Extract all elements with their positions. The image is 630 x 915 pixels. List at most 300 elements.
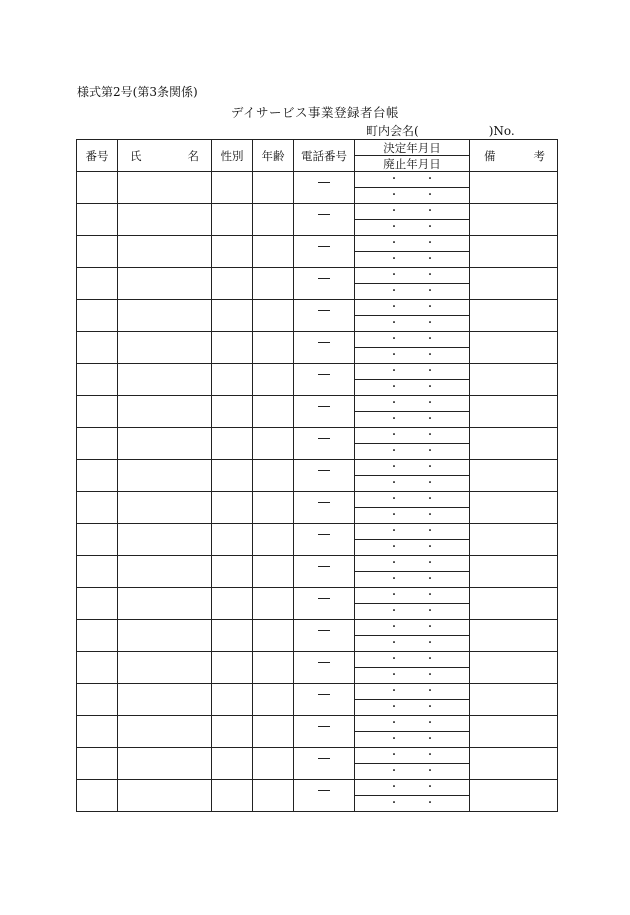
cell-decision-date[interactable] (355, 524, 470, 540)
date-dot: ・ (389, 381, 399, 393)
cell-abolition-date[interactable] (355, 252, 470, 268)
cell-number[interactable] (77, 620, 118, 652)
date-dot: ・ (425, 621, 435, 633)
cell-name[interactable] (118, 652, 212, 684)
cell-decision-date[interactable] (355, 460, 470, 476)
cell-remarks[interactable] (470, 684, 558, 716)
cell-name[interactable] (118, 172, 212, 204)
cell-decision-date[interactable] (355, 172, 470, 188)
date-dot: ・ (425, 525, 435, 537)
cell-remarks[interactable] (470, 556, 558, 588)
cell-name[interactable] (118, 364, 212, 396)
phone-dash (318, 566, 330, 567)
header-gender: 性別 (212, 140, 253, 172)
cell-number[interactable] (77, 428, 118, 460)
date-dot: ・ (389, 205, 399, 217)
cell-name[interactable] (118, 524, 212, 556)
cell-number[interactable] (77, 652, 118, 684)
cell-decision-date[interactable] (355, 684, 470, 700)
cell-abolition-date[interactable] (355, 284, 470, 300)
date-dot: ・ (389, 653, 399, 665)
date-dot: ・ (389, 525, 399, 537)
cell-name[interactable] (118, 748, 212, 780)
ward-no-suffix: )No. (488, 124, 515, 138)
cell-remarks[interactable] (470, 620, 558, 652)
cell-phone[interactable] (294, 524, 355, 556)
date-dot: ・ (425, 365, 435, 377)
cell-remarks[interactable] (470, 460, 558, 492)
cell-remarks[interactable] (470, 748, 558, 780)
table-row (77, 524, 558, 540)
date-dot: ・ (389, 285, 399, 297)
header-row (77, 140, 558, 156)
document-title: デイサービス事業登録者台帳 (230, 105, 400, 120)
cell-abolition-date[interactable] (355, 668, 470, 684)
cell-gender[interactable] (212, 748, 253, 780)
cell-age[interactable] (253, 716, 294, 748)
cell-phone[interactable] (294, 652, 355, 684)
table-row (77, 620, 558, 636)
cell-remarks[interactable] (470, 396, 558, 428)
table-row (77, 460, 558, 476)
date-dot: ・ (425, 205, 435, 217)
date-dot: ・ (389, 445, 399, 457)
date-dot: ・ (389, 637, 399, 649)
cell-gender[interactable] (212, 684, 253, 716)
header-name (118, 140, 212, 172)
cell-gender[interactable] (212, 428, 253, 460)
cell-gender[interactable] (212, 204, 253, 236)
cell-phone[interactable] (294, 716, 355, 748)
cell-gender[interactable] (212, 268, 253, 300)
cell-phone[interactable] (294, 620, 355, 652)
cell-name[interactable] (118, 332, 212, 364)
cell-gender[interactable] (212, 300, 253, 332)
date-dot: ・ (389, 477, 399, 489)
date-dot: ・ (425, 701, 435, 713)
phone-dash (318, 406, 330, 407)
registry-body (77, 172, 558, 812)
cell-decision-date[interactable] (355, 236, 470, 252)
cell-number[interactable] (77, 684, 118, 716)
table-row (77, 748, 558, 764)
date-dot: ・ (425, 781, 435, 793)
header-number: 番号 (77, 140, 118, 172)
cell-abolition-date[interactable] (355, 540, 470, 556)
date-dot: ・ (425, 557, 435, 569)
cell-abolition-date[interactable] (355, 796, 470, 812)
date-dot: ・ (389, 589, 399, 601)
cell-number[interactable] (77, 396, 118, 428)
cell-gender[interactable] (212, 620, 253, 652)
date-dot: ・ (425, 397, 435, 409)
date-dot: ・ (425, 669, 435, 681)
phone-dash (318, 214, 330, 215)
cell-phone[interactable] (294, 268, 355, 300)
cell-name[interactable] (118, 492, 212, 524)
cell-number[interactable] (77, 780, 118, 812)
date-dot: ・ (389, 701, 399, 713)
table-row (77, 268, 558, 284)
cell-decision-date[interactable] (355, 492, 470, 508)
date-dot: ・ (425, 493, 435, 505)
cell-remarks[interactable] (470, 428, 558, 460)
phone-dash (318, 630, 330, 631)
date-dot: ・ (425, 301, 435, 313)
date-dot: ・ (425, 333, 435, 345)
date-dot: ・ (389, 317, 399, 329)
table-row (77, 364, 558, 380)
cell-age[interactable] (253, 428, 294, 460)
cell-age[interactable] (253, 492, 294, 524)
phone-dash (318, 662, 330, 663)
phone-dash (318, 470, 330, 471)
cell-phone[interactable] (294, 364, 355, 396)
date-dot: ・ (389, 733, 399, 745)
date-dot: ・ (389, 669, 399, 681)
date-dot: ・ (425, 173, 435, 185)
header-remarks-b: 考 (533, 148, 545, 163)
date-dot: ・ (389, 221, 399, 233)
date-dot: ・ (425, 733, 435, 745)
cell-phone[interactable] (294, 460, 355, 492)
cell-phone[interactable] (294, 332, 355, 364)
cell-decision-date[interactable] (355, 364, 470, 380)
cell-age[interactable] (253, 620, 294, 652)
cell-remarks[interactable] (470, 300, 558, 332)
cell-phone[interactable] (294, 300, 355, 332)
table-row (77, 204, 558, 220)
cell-phone[interactable] (294, 748, 355, 780)
cell-decision-date[interactable] (355, 748, 470, 764)
cell-age[interactable] (253, 748, 294, 780)
cell-abolition-date[interactable] (355, 476, 470, 492)
cell-decision-date[interactable] (355, 780, 470, 796)
cell-name[interactable] (118, 556, 212, 588)
table-row (77, 716, 558, 732)
phone-dash (318, 502, 330, 503)
date-dot: ・ (389, 509, 399, 521)
date-dot: ・ (425, 445, 435, 457)
header-decision-date: 決定年月日 (355, 140, 470, 156)
table-row (77, 556, 558, 572)
date-dot: ・ (389, 685, 399, 697)
cell-remarks[interactable] (470, 172, 558, 204)
date-dot: ・ (389, 493, 399, 505)
cell-age[interactable] (253, 396, 294, 428)
cell-remarks[interactable] (470, 652, 558, 684)
date-dot: ・ (425, 765, 435, 777)
cell-gender[interactable] (212, 556, 253, 588)
date-dot: ・ (425, 589, 435, 601)
cell-name[interactable] (118, 716, 212, 748)
date-dot: ・ (425, 749, 435, 761)
cell-phone[interactable] (294, 684, 355, 716)
date-dot: ・ (425, 429, 435, 441)
cell-age[interactable] (253, 204, 294, 236)
cell-age[interactable] (253, 268, 294, 300)
header-age: 年齢 (253, 140, 294, 172)
cell-decision-date[interactable] (355, 556, 470, 572)
phone-dash (318, 182, 330, 183)
cell-phone[interactable] (294, 172, 355, 204)
cell-remarks[interactable] (470, 268, 558, 300)
date-dot: ・ (389, 189, 399, 201)
cell-age[interactable] (253, 684, 294, 716)
cell-name[interactable] (118, 460, 212, 492)
table-row (77, 332, 558, 348)
table-row (77, 492, 558, 508)
cell-age[interactable] (253, 588, 294, 620)
cell-abolition-date[interactable] (355, 380, 470, 396)
date-dot: ・ (425, 605, 435, 617)
date-dot: ・ (425, 349, 435, 361)
phone-dash (318, 278, 330, 279)
date-dot: ・ (389, 541, 399, 553)
cell-gender[interactable] (212, 460, 253, 492)
cell-remarks[interactable] (470, 524, 558, 556)
cell-remarks[interactable] (470, 364, 558, 396)
date-dot: ・ (389, 301, 399, 313)
date-dot: ・ (389, 429, 399, 441)
cell-name[interactable] (118, 236, 212, 268)
cell-remarks[interactable] (470, 716, 558, 748)
phone-dash (318, 726, 330, 727)
cell-abolition-date[interactable] (355, 764, 470, 780)
cell-remarks[interactable] (470, 588, 558, 620)
cell-age[interactable] (253, 524, 294, 556)
phone-dash (318, 342, 330, 343)
cell-age[interactable] (253, 236, 294, 268)
registry-table (76, 139, 558, 812)
cell-number[interactable] (77, 524, 118, 556)
cell-gender[interactable] (212, 364, 253, 396)
date-dot: ・ (389, 781, 399, 793)
cell-phone[interactable] (294, 588, 355, 620)
date-dot: ・ (425, 685, 435, 697)
cell-number[interactable] (77, 204, 118, 236)
cell-decision-date[interactable] (355, 332, 470, 348)
date-dot: ・ (425, 381, 435, 393)
cell-decision-date[interactable] (355, 300, 470, 316)
phone-dash (318, 758, 330, 759)
cell-number[interactable] (77, 172, 118, 204)
date-dot: ・ (389, 333, 399, 345)
cell-name[interactable] (118, 428, 212, 460)
header-name-surname: 氏 (130, 148, 142, 163)
cell-gender[interactable] (212, 652, 253, 684)
date-dot: ・ (389, 797, 399, 809)
phone-dash (318, 310, 330, 311)
table-row (77, 684, 558, 700)
cell-number[interactable] (77, 556, 118, 588)
cell-abolition-date[interactable] (355, 220, 470, 236)
phone-dash (318, 598, 330, 599)
table-row (77, 652, 558, 668)
cell-phone[interactable] (294, 204, 355, 236)
date-dot: ・ (425, 509, 435, 521)
cell-age[interactable] (253, 556, 294, 588)
cell-phone[interactable] (294, 396, 355, 428)
cell-decision-date[interactable] (355, 204, 470, 220)
table-row (77, 780, 558, 796)
phone-dash (318, 374, 330, 375)
cell-gender[interactable] (212, 492, 253, 524)
cell-age[interactable] (253, 652, 294, 684)
cell-abolition-date[interactable] (355, 572, 470, 588)
cell-gender[interactable] (212, 716, 253, 748)
cell-number[interactable] (77, 300, 118, 332)
date-dot: ・ (389, 573, 399, 585)
date-dot: ・ (425, 221, 435, 233)
ward-name-prefix: 町内会名( (366, 124, 419, 138)
cell-name[interactable] (118, 684, 212, 716)
date-dot: ・ (389, 461, 399, 473)
cell-number[interactable] (77, 268, 118, 300)
cell-name[interactable] (118, 780, 212, 812)
phone-dash (318, 534, 330, 535)
cell-remarks[interactable] (470, 492, 558, 524)
cell-age[interactable] (253, 332, 294, 364)
cell-abolition-date[interactable] (355, 412, 470, 428)
cell-phone[interactable] (294, 556, 355, 588)
cell-remarks[interactable] (470, 236, 558, 268)
cell-phone[interactable] (294, 428, 355, 460)
date-dot: ・ (425, 413, 435, 425)
date-dot: ・ (425, 573, 435, 585)
table-row (77, 236, 558, 252)
date-dot: ・ (425, 253, 435, 265)
table-row (77, 428, 558, 444)
date-dot: ・ (425, 189, 435, 201)
cell-abolition-date[interactable] (355, 444, 470, 460)
table-row (77, 172, 558, 188)
date-dot: ・ (425, 237, 435, 249)
cell-number[interactable] (77, 748, 118, 780)
date-dot: ・ (389, 365, 399, 377)
date-dot: ・ (389, 397, 399, 409)
cell-name[interactable] (118, 396, 212, 428)
date-dot: ・ (425, 797, 435, 809)
cell-gender[interactable] (212, 588, 253, 620)
cell-number[interactable] (77, 492, 118, 524)
table-row (77, 300, 558, 316)
cell-gender[interactable] (212, 236, 253, 268)
header-remarks (470, 140, 558, 172)
cell-number[interactable] (77, 460, 118, 492)
cell-age[interactable] (253, 172, 294, 204)
cell-name[interactable] (118, 268, 212, 300)
cell-age[interactable] (253, 300, 294, 332)
cell-abolition-date[interactable] (355, 508, 470, 524)
cell-number[interactable] (77, 332, 118, 364)
cell-remarks[interactable] (470, 780, 558, 812)
header-name-given: 名 (187, 148, 199, 163)
cell-decision-date[interactable] (355, 652, 470, 668)
phone-dash (318, 790, 330, 791)
cell-remarks[interactable] (470, 332, 558, 364)
cell-name[interactable] (118, 300, 212, 332)
cell-abolition-date[interactable] (355, 732, 470, 748)
header-abolition-date: 廃止年月日 (355, 156, 470, 172)
cell-abolition-date[interactable] (355, 604, 470, 620)
date-dot: ・ (425, 637, 435, 649)
date-dot: ・ (389, 237, 399, 249)
phone-dash (318, 246, 330, 247)
date-dot: ・ (389, 413, 399, 425)
cell-age[interactable] (253, 780, 294, 812)
date-dot: ・ (389, 621, 399, 633)
table-row (77, 396, 558, 412)
date-dot: ・ (389, 253, 399, 265)
date-dot: ・ (425, 653, 435, 665)
cell-name[interactable] (118, 620, 212, 652)
cell-name[interactable] (118, 204, 212, 236)
cell-remarks[interactable] (470, 204, 558, 236)
cell-phone[interactable] (294, 236, 355, 268)
form-number-label: 様式第2号(第3条関係) (77, 85, 198, 99)
cell-gender[interactable] (212, 172, 253, 204)
cell-decision-date[interactable] (355, 588, 470, 604)
cell-gender[interactable] (212, 780, 253, 812)
cell-gender[interactable] (212, 332, 253, 364)
ward-name-field (366, 122, 515, 139)
cell-decision-date[interactable] (355, 620, 470, 636)
date-dot: ・ (389, 765, 399, 777)
cell-number[interactable] (77, 236, 118, 268)
date-dot: ・ (425, 285, 435, 297)
cell-number[interactable] (77, 588, 118, 620)
header-phone: 電話番号 (294, 140, 355, 172)
cell-abolition-date[interactable] (355, 316, 470, 332)
date-dot: ・ (425, 541, 435, 553)
date-dot: ・ (425, 317, 435, 329)
phone-dash (318, 438, 330, 439)
date-dot: ・ (425, 269, 435, 281)
date-dot: ・ (389, 557, 399, 569)
date-dot: ・ (425, 717, 435, 729)
cell-decision-date[interactable] (355, 396, 470, 412)
cell-abolition-date[interactable] (355, 188, 470, 204)
cell-name[interactable] (118, 588, 212, 620)
phone-dash (318, 694, 330, 695)
cell-phone[interactable] (294, 780, 355, 812)
cell-number[interactable] (77, 364, 118, 396)
cell-age[interactable] (253, 364, 294, 396)
date-dot: ・ (389, 173, 399, 185)
cell-number[interactable] (77, 716, 118, 748)
date-dot: ・ (389, 749, 399, 761)
header-remarks-a: 備 (484, 148, 496, 163)
date-dot: ・ (389, 717, 399, 729)
date-dot: ・ (425, 461, 435, 473)
date-dot: ・ (389, 349, 399, 361)
cell-age[interactable] (253, 460, 294, 492)
cell-abolition-date[interactable] (355, 700, 470, 716)
cell-decision-date[interactable] (355, 428, 470, 444)
cell-gender[interactable] (212, 524, 253, 556)
cell-gender[interactable] (212, 396, 253, 428)
cell-decision-date[interactable] (355, 268, 470, 284)
cell-decision-date[interactable] (355, 716, 470, 732)
date-dot: ・ (389, 605, 399, 617)
date-dot: ・ (425, 477, 435, 489)
cell-abolition-date[interactable] (355, 348, 470, 364)
date-dot: ・ (389, 269, 399, 281)
table-row (77, 588, 558, 604)
cell-abolition-date[interactable] (355, 636, 470, 652)
cell-phone[interactable] (294, 492, 355, 524)
